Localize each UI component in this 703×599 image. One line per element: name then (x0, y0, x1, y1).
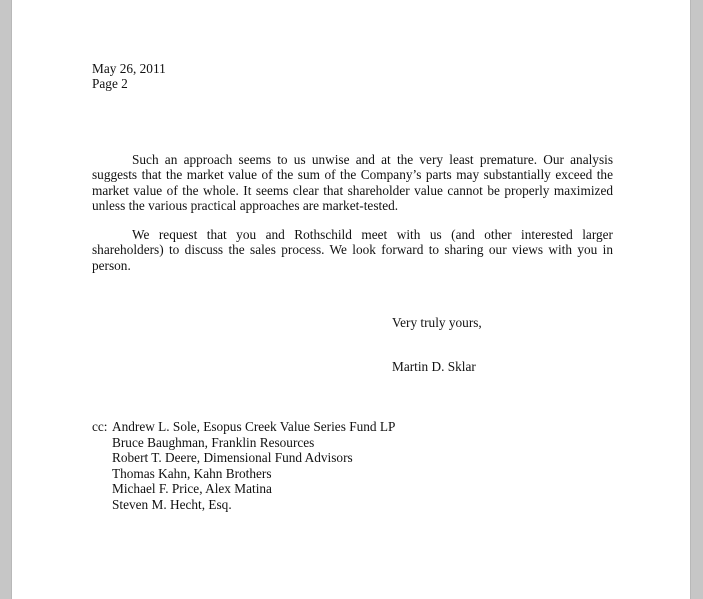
closing: Very truly yours, (392, 315, 482, 330)
cc-recipient: Steven M. Hecht, Esq. (112, 497, 232, 512)
cc-recipient: Andrew L. Sole, Esopus Creek Value Series Fund LP (112, 419, 396, 434)
paragraph-1-line: market value of the whole. It seems clear that shareholder value cannot be properly maximized (92, 182, 613, 198)
cc-label: cc: (92, 419, 108, 434)
paragraph-1-line: Such an approach seems to us unwise and at the very least premature. Our analysis (132, 152, 613, 167)
cc-recipient: Michael F. Price, Alex Matina (112, 481, 272, 496)
cc-recipient: Robert T. Deere, Dimensional Fund Advisors (112, 450, 353, 465)
cc-recipient: Thomas Kahn, Kahn Brothers (112, 466, 272, 481)
paragraph-1-line: suggests that the market value of the sum of the Company’s parts may substantially exceed the (92, 167, 613, 183)
paragraph-2-line: shareholders) to discuss the sales process. We look forward to sharing our views with you in (92, 242, 613, 258)
signature-name: Martin D. Sklar (392, 359, 476, 374)
letter-date: May 26, 2011 (92, 61, 166, 76)
paragraph-2 (92, 227, 613, 273)
paragraph-2-line: person. (92, 257, 131, 273)
document-page (11, 0, 691, 599)
paragraph-1 (92, 152, 613, 213)
paragraph-2-line: We request that you and Rothschild meet with us (and other interested larger (132, 227, 613, 242)
paragraph-1-line: unless the various practical approaches are market-tested. (92, 197, 399, 213)
page-number: Page 2 (92, 76, 128, 91)
cc-recipient: Bruce Baughman, Franklin Resources (112, 435, 315, 450)
